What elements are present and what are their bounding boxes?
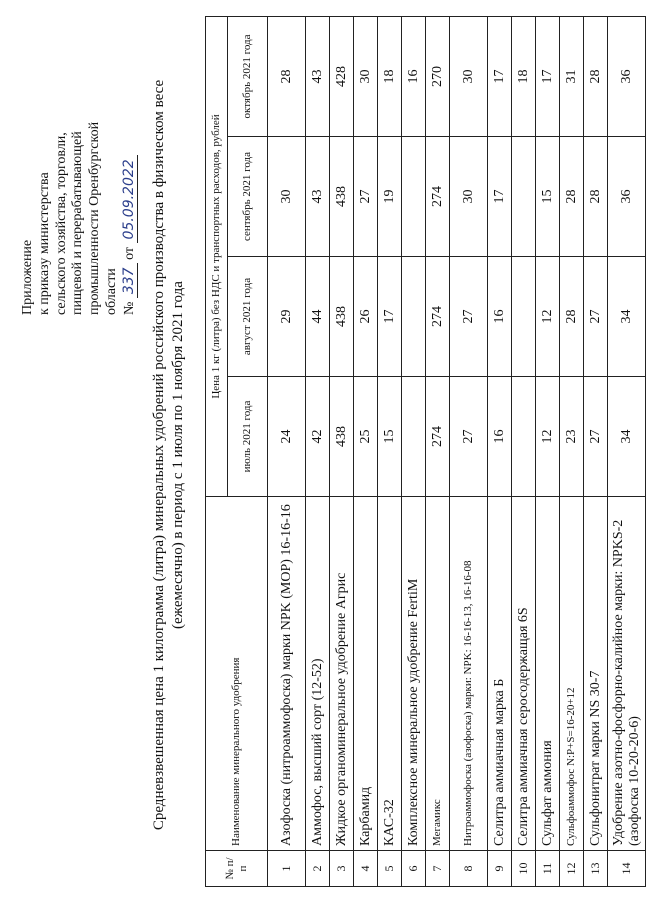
handwritten-order-date: 05.09.2022 bbox=[121, 155, 138, 243]
column-header-month: август 2021 года bbox=[228, 257, 268, 377]
price-cell: 18 bbox=[378, 16, 402, 136]
row-number: 3 bbox=[330, 851, 354, 887]
appendix-line: Приложение bbox=[20, 239, 35, 315]
table-row bbox=[378, 16, 402, 886]
price-cell: 24 bbox=[268, 377, 306, 497]
date-prefix: от bbox=[121, 246, 137, 260]
price-cell: 28 bbox=[584, 16, 608, 136]
price-cell: 438 bbox=[330, 137, 354, 257]
price-cell bbox=[512, 137, 536, 257]
price-cell: 25 bbox=[354, 377, 378, 497]
fertilizer-name: Сульфат аммония bbox=[536, 497, 560, 851]
row-number: 14 bbox=[608, 851, 646, 887]
title-line: Средневзвешенная цена 1 килограмма (литра) минеральных удобрений российского производства в физическом весе bbox=[151, 79, 167, 831]
table-row bbox=[330, 16, 354, 886]
appendix-line: промышленности Оренбургской bbox=[87, 121, 103, 315]
fertilizer-name: Сульфоаммофос N:P+S=16-20+12 bbox=[560, 497, 584, 851]
price-cell bbox=[512, 377, 536, 497]
row-number: 2 bbox=[306, 851, 330, 887]
price-cell bbox=[402, 257, 426, 377]
table-row bbox=[536, 16, 560, 886]
row-number: 6 bbox=[402, 851, 426, 887]
fertilizer-name: Аммофос, высший сорт (12-52) bbox=[306, 497, 330, 851]
price-cell bbox=[512, 257, 536, 377]
price-cell: 15 bbox=[378, 377, 402, 497]
column-header-month: октябрь 2021 года bbox=[228, 16, 268, 136]
row-number: 11 bbox=[536, 851, 560, 887]
price-cell: 12 bbox=[536, 377, 560, 497]
order-number-line bbox=[121, 15, 139, 315]
price-cell: 27 bbox=[584, 257, 608, 377]
price-cell: 42 bbox=[306, 377, 330, 497]
price-cell: 36 bbox=[608, 137, 646, 257]
table-row bbox=[268, 16, 306, 886]
row-number: 10 bbox=[512, 851, 536, 887]
price-cell: 28 bbox=[560, 137, 584, 257]
price-cell: 28 bbox=[584, 137, 608, 257]
fertilizer-name: Удобрение азотно-фосфорно-калийное марки: NPKS-2 (азофоска 10-20-20-6) bbox=[608, 497, 646, 851]
fertilizer-name: Комплексное минеральное удобрение FertiM bbox=[402, 497, 426, 851]
price-cell: 36 bbox=[608, 16, 646, 136]
price-table bbox=[205, 16, 646, 887]
table-row bbox=[402, 16, 426, 886]
column-header-month: июль 2021 года bbox=[228, 377, 268, 497]
price-cell: 27 bbox=[354, 137, 378, 257]
number-prefix: № bbox=[121, 301, 137, 315]
appendix-line: пищевой и перерабатывающей bbox=[70, 131, 86, 315]
table-row bbox=[608, 16, 646, 886]
fertilizer-name: Селитра аммиачная марка Б bbox=[488, 497, 512, 851]
fertilizer-name: КАС-32 bbox=[378, 497, 402, 851]
table-row bbox=[354, 16, 378, 886]
price-cell: 274 bbox=[426, 257, 450, 377]
table-row bbox=[306, 16, 330, 886]
table-row bbox=[512, 16, 536, 886]
price-cell: 270 bbox=[426, 16, 450, 136]
price-cell: 438 bbox=[330, 377, 354, 497]
price-cell bbox=[402, 377, 426, 497]
title-line: (ежемесячно) в период с 1 июля по 1 ноября 2021 года bbox=[170, 281, 186, 629]
price-cell: 28 bbox=[560, 257, 584, 377]
price-cell: 30 bbox=[450, 137, 488, 257]
table-row bbox=[426, 16, 450, 886]
fertilizer-name: Сульфонитрат марки NS 30-7 bbox=[584, 497, 608, 851]
row-number: 13 bbox=[584, 851, 608, 887]
price-cell: 27 bbox=[450, 377, 488, 497]
price-cell: 29 bbox=[268, 257, 306, 377]
price-cell: 30 bbox=[268, 137, 306, 257]
column-header-month: сентябрь 2021 года bbox=[228, 137, 268, 257]
fertilizer-name: Мегамикс bbox=[426, 497, 450, 851]
handwritten-order-number: 337 bbox=[121, 263, 138, 298]
price-cell: 16 bbox=[402, 16, 426, 136]
fertilizer-name: Селитра аммиачная серосодержащая 6S bbox=[512, 497, 536, 851]
price-cell: 27 bbox=[450, 257, 488, 377]
appendix-line: области bbox=[103, 268, 119, 315]
price-cell: 16 bbox=[488, 257, 512, 377]
row-number: 9 bbox=[488, 851, 512, 887]
row-number: 8 bbox=[450, 851, 488, 887]
appendix-line: сельского хозяйства, торговли, bbox=[53, 132, 69, 315]
price-cell: 16 bbox=[488, 377, 512, 497]
price-cell: 17 bbox=[536, 16, 560, 136]
price-cell: 44 bbox=[306, 257, 330, 377]
price-cell: 27 bbox=[584, 377, 608, 497]
price-cell: 17 bbox=[488, 137, 512, 257]
fertilizer-name: Карбамид bbox=[354, 497, 378, 851]
column-header-price-group: Цена 1 кг (литра) без НДС и транспортных расходов, рублей bbox=[206, 16, 228, 496]
price-cell bbox=[402, 137, 426, 257]
fertilizer-name: Нитроаммофоска (азофоска) марки: NPK: 16-16-13, 16-16-08 bbox=[450, 497, 488, 851]
price-cell: 15 bbox=[536, 137, 560, 257]
fertilizer-name: Жидкое органоминеральное удобрение Агрис bbox=[330, 497, 354, 851]
price-cell: 12 bbox=[536, 257, 560, 377]
row-number: 5 bbox=[378, 851, 402, 887]
price-cell: 31 bbox=[560, 16, 584, 136]
appendix-line: к приказу министерства bbox=[36, 172, 52, 315]
price-cell: 30 bbox=[450, 16, 488, 136]
row-number: 4 bbox=[354, 851, 378, 887]
price-cell: 43 bbox=[306, 137, 330, 257]
table-row bbox=[584, 16, 608, 886]
price-cell: 17 bbox=[488, 16, 512, 136]
fertilizer-name: Азофоска (нитроаммофоска) марки NPK (MOP) 16-16-16 bbox=[268, 497, 306, 851]
price-cell: 428 bbox=[330, 16, 354, 136]
price-cell: 274 bbox=[426, 137, 450, 257]
row-number: 1 bbox=[268, 851, 306, 887]
price-cell: 28 bbox=[268, 16, 306, 136]
table-row bbox=[560, 16, 584, 886]
row-number: 12 bbox=[560, 851, 584, 887]
document-title bbox=[150, 45, 188, 865]
table-row bbox=[488, 16, 512, 886]
price-cell: 18 bbox=[512, 16, 536, 136]
price-cell: 17 bbox=[378, 257, 402, 377]
price-cell: 30 bbox=[354, 16, 378, 136]
price-cell: 19 bbox=[378, 137, 402, 257]
table-row bbox=[450, 16, 488, 886]
column-header-name: Наименование минерального удобрения bbox=[206, 497, 268, 851]
appendix-block bbox=[20, 15, 139, 315]
price-cell: 34 bbox=[608, 257, 646, 377]
price-cell: 26 bbox=[354, 257, 378, 377]
price-cell: 43 bbox=[306, 16, 330, 136]
price-cell: 438 bbox=[330, 257, 354, 377]
price-cell: 23 bbox=[560, 377, 584, 497]
price-cell: 34 bbox=[608, 377, 646, 497]
row-number: 7 bbox=[426, 851, 450, 887]
price-cell: 274 bbox=[426, 377, 450, 497]
column-header-number: № п/п bbox=[206, 851, 268, 887]
